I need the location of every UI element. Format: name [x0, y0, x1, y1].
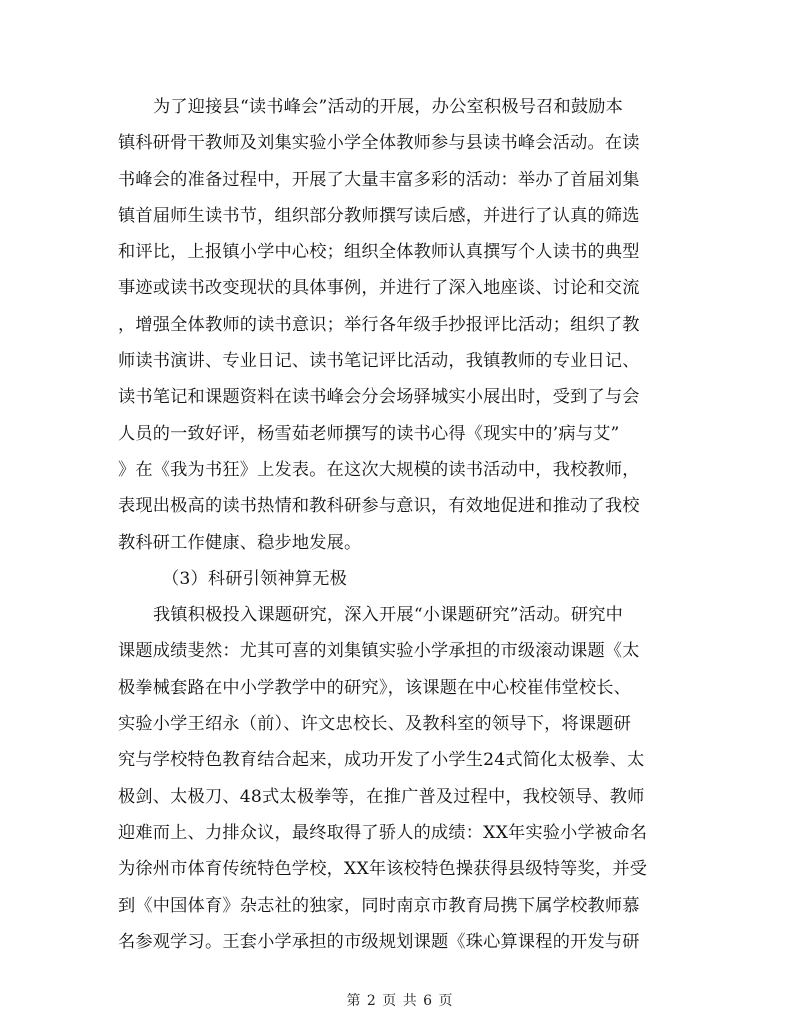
paragraph-line: ，增强全体教师的读书意识；举行各年级手抄报评比活动；组织了教 [118, 314, 640, 335]
paragraph-line: 极拳械套路在中小学教学中的研究》，该课题在中心校崔伟堂校长、 [118, 677, 632, 698]
paragraph-line: 读书笔记和课题资料在读书峰会分会场驿城实小展出时，受到了与会 [118, 387, 640, 408]
paragraph-line: 极剑、太极刀、48式太极拳等，在推广普及过程中，我校领导、教师 [118, 786, 645, 807]
paragraph-line: 人员的一致好评，杨雪茹老师撰写的读书心得《现实中的’病与艾” [118, 423, 620, 444]
paragraph-line: 到《中国体育》杂志社的独家，同时南京市教育局携下属学校教师慕 [118, 895, 640, 916]
paragraph-line: 名参观学习。王套小学承担的市级规划课题《珠心算课程的开发与研 [118, 931, 640, 952]
paragraph-line: 为了迎接县“读书峰会”活动的开展，办公室积极号召和鼓励本 [153, 97, 624, 117]
paragraph-line: 教科研工作健康、稳步地发展。 [118, 532, 362, 553]
paragraph-line: 》在《我为书狂》上发表。在这次大规模的读书活动中，我校教师， [118, 459, 640, 480]
paragraph-line: 镇首届师生读书节，组织部分教师撰写读后感，并进行了认真的筛选 [118, 205, 640, 226]
page-number-footer: 第 2 页 共 6 页 [346, 993, 454, 1009]
paragraph-line: 和评比，上报镇小学中心校；组织全体教师认真撰写个人读书的典型 [118, 242, 640, 263]
paragraph-line: 究与学校特色教育结合起来，成功开发了小学生24式简化太极拳、太 [118, 750, 645, 771]
paragraph-line: 事迹或读书改变现状的具体事例，并进行了深入地座谈、讨论和交流 [118, 278, 640, 299]
paragraph-line: 我镇积极投入课题研究，深入开展“小课题研究”活动。研究中 [153, 605, 624, 626]
paragraph-line: 为徐州市体育传统特色学校，XX年该校特色操获得县级特等奖，并受 [118, 859, 648, 880]
paragraph-line: 表现出极高的读书热情和教科研参与意识，有效地促进和推动了我校 [118, 496, 640, 517]
paragraph-line: 迎难而上、力排众议，最终取得了骄人的成绩：XX年实验小学被命名 [118, 822, 648, 843]
paragraph-line: 书峰会的准备过程中，开展了大量丰富多彩的活动：举办了首届刘集 [118, 169, 640, 190]
paragraph-line: 课题成绩斐然：尤其可喜的刘集镇实验小学承担的市级滚动课题《太 [118, 641, 640, 662]
paragraph-line: 镇科研骨干教师及刘集实验小学全体教师参与县读书峰会活动。在读 [118, 133, 640, 154]
body-text [118, 89, 658, 960]
paragraph-line: 实验小学王绍永（前）、许文忠校长、及教科室的领导下，将课题研 [118, 714, 632, 735]
section-heading: （3）科研引领神算无极 [162, 568, 348, 589]
paragraph-line: 师读书演讲、专业日记、读书笔记评比活动，我镇教师的专业日记、 [118, 351, 640, 372]
